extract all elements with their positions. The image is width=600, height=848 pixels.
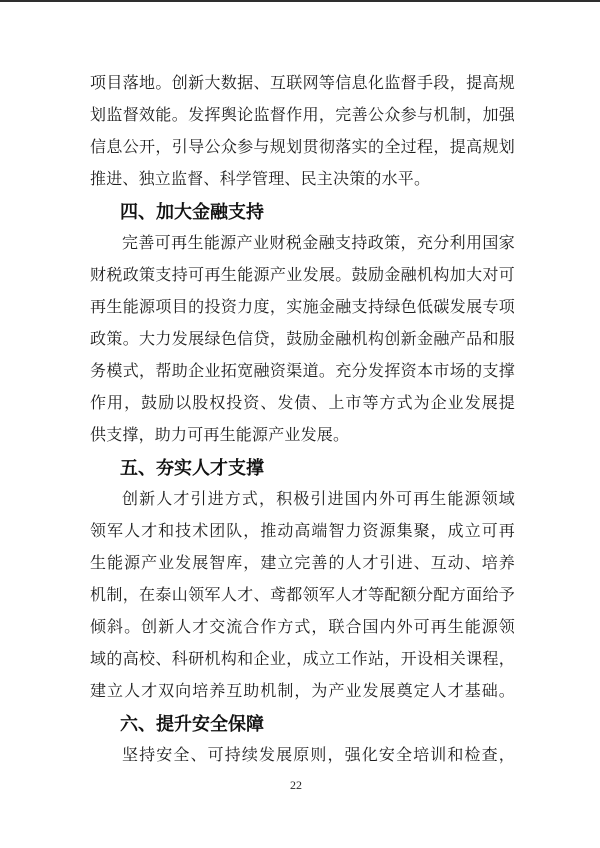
section-heading-finance-support: 四、加大金融支持 (120, 202, 264, 222)
text-line: 推进、独立监督、科学管理、民主决策的水平。 (90, 171, 431, 188)
text-line: 坚持安全、可持续发展原则，强化安全培训和检查， (122, 747, 515, 764)
text-line: 信息公开，引导公众参与规划贯彻落实的全过程，提高规划 (90, 139, 515, 156)
section-heading-talent-support: 五、夯实人才支撑 (120, 458, 264, 478)
text-line: 机制，在泰山领军人才、鸢都领军人才等配额分配方面给予 (90, 587, 515, 604)
text-line: 创新人才引进方式，积极引进国内外可再生能源领域 (122, 491, 515, 508)
text-line: 完善可再生能源产业财税金融支持政策，充分利用国家 (122, 235, 515, 252)
text-line: 供支撑，助力可再生能源产业发展。 (90, 427, 350, 444)
page-top-edge (0, 0, 600, 2)
text-line: 域的高校、科研机构和企业，成立工作站，开设相关课程， (90, 651, 515, 668)
text-line: 财税政策支持可再生能源产业发展。鼓励金融机构加大对可 (90, 267, 515, 284)
text-line: 作用，鼓励以股权投资、发债、上市等方式为企业发展提 (90, 395, 515, 412)
text-line: 项目落地。创新大数据、互联网等信息化监督手段，提高规 (90, 75, 515, 92)
text-line: 政策。大力发展绿色信贷，鼓励金融机构创新金融产品和服 (90, 331, 515, 348)
page-text-block (90, 68, 515, 772)
section-heading-safety-guarantee: 六、提升安全保障 (120, 714, 264, 734)
text-line: 倾斜。创新人才交流合作方式，联合国内外可再生能源领 (90, 619, 515, 636)
text-line: 生能源产业发展智库，建立完善的人才引进、互动、培养 (90, 555, 515, 572)
text-line: 建立人才双向培养互助机制，为产业发展奠定人才基础。 (90, 683, 515, 700)
text-line: 领军人才和技术团队，推动高端智力资源集聚，成立可再 (90, 523, 515, 540)
page-number: 22 (290, 778, 302, 792)
text-line: 再生能源项目的投资力度，实施金融支持绿色低碳发展专项 (90, 299, 515, 316)
text-line: 划监督效能。发挥舆论监督作用，完善公众参与机制，加强 (90, 107, 515, 124)
text-line: 务模式，帮助企业拓宽融资渠道。充分发挥资本市场的支撑 (90, 363, 515, 380)
